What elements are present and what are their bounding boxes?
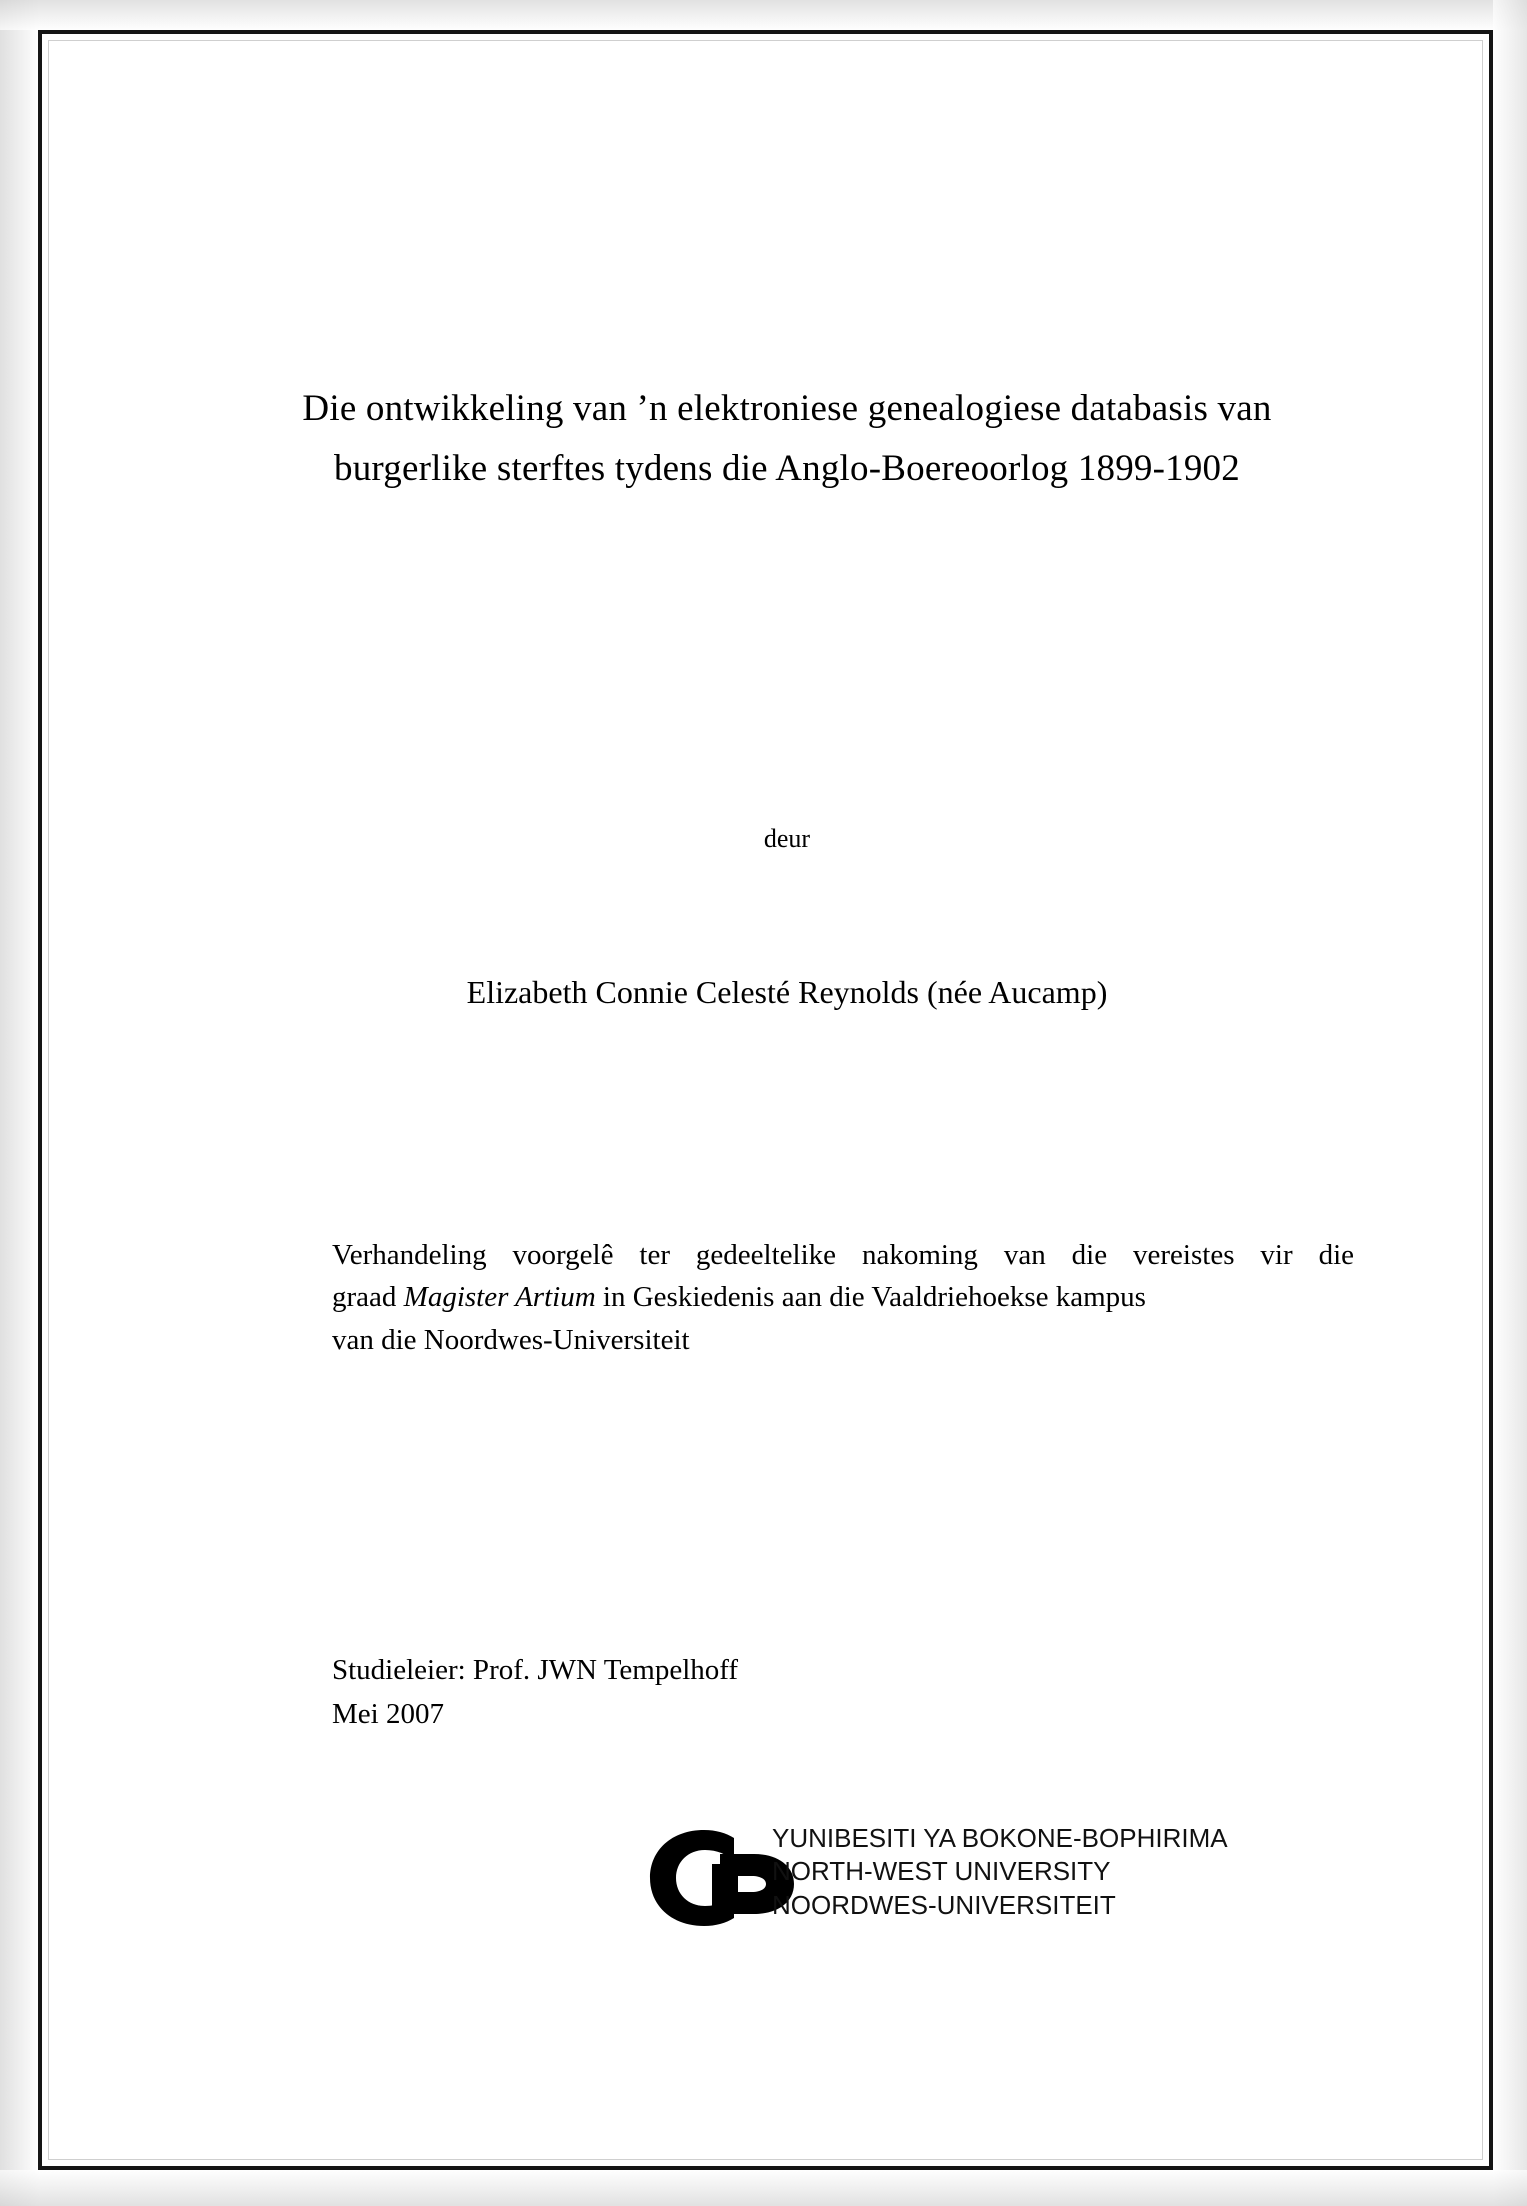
- degree-statement-line-1: Verhandeling voorgelê ter gedeeltelike nakoming van die vereistes vir die: [332, 1239, 1354, 1271]
- title-line-1: Die ontwikkeling van ’n elektroniese genealogiese databasis van: [302, 388, 1272, 429]
- supervisor-line: Studieleier: Prof. JWN Tempelhoff: [332, 1654, 739, 1686]
- scan-edge-shadow-right: [1493, 0, 1527, 2206]
- logo-text-line-3: NOORDWES-UNIVERSITEIT: [772, 1889, 1116, 1920]
- degree-statement-line-2-suffix: in Geskiedenis aan die Vaaldriehoekse kampus: [595, 1281, 1146, 1314]
- author-label: deur: [763, 824, 811, 853]
- degree-statement-line-3: van die Noordwes-Universiteit: [332, 1323, 690, 1356]
- university-logo-text: [772, 1822, 1228, 1922]
- page-title: [222, 379, 1352, 499]
- page-border: [38, 30, 1493, 2170]
- degree-statement-line-2: [332, 1276, 1354, 1318]
- title-page-content: [192, 34, 1382, 2166]
- degree-name-italic: Magister Artium: [403, 1281, 596, 1314]
- degree-statement-line-2-prefix: graad: [332, 1281, 404, 1314]
- scan-edge-shadow-left: [0, 0, 40, 2206]
- author-name: Elizabeth Connie Celesté Reynolds (née Aucamp): [466, 974, 1108, 1010]
- date-line: Mei 2007: [332, 1697, 444, 1730]
- supervisor-block: [332, 1649, 1232, 1736]
- scan-edge-shadow-bottom: [0, 2170, 1527, 2206]
- university-logo: [522, 1814, 1342, 1944]
- scan-edge-shadow-top: [0, 0, 1527, 30]
- logo-text-line-2: NORTH-WEST UNIVERSITY: [772, 1856, 1111, 1887]
- title-line-2: burgerlike sterftes tydens die Anglo-Boereoorlog 1899-1902: [334, 447, 1240, 489]
- degree-statement: [332, 1234, 1354, 1361]
- logo-text-line-1: YUNIBESITI YA BOKONE-BOPHIRIMA: [772, 1823, 1228, 1853]
